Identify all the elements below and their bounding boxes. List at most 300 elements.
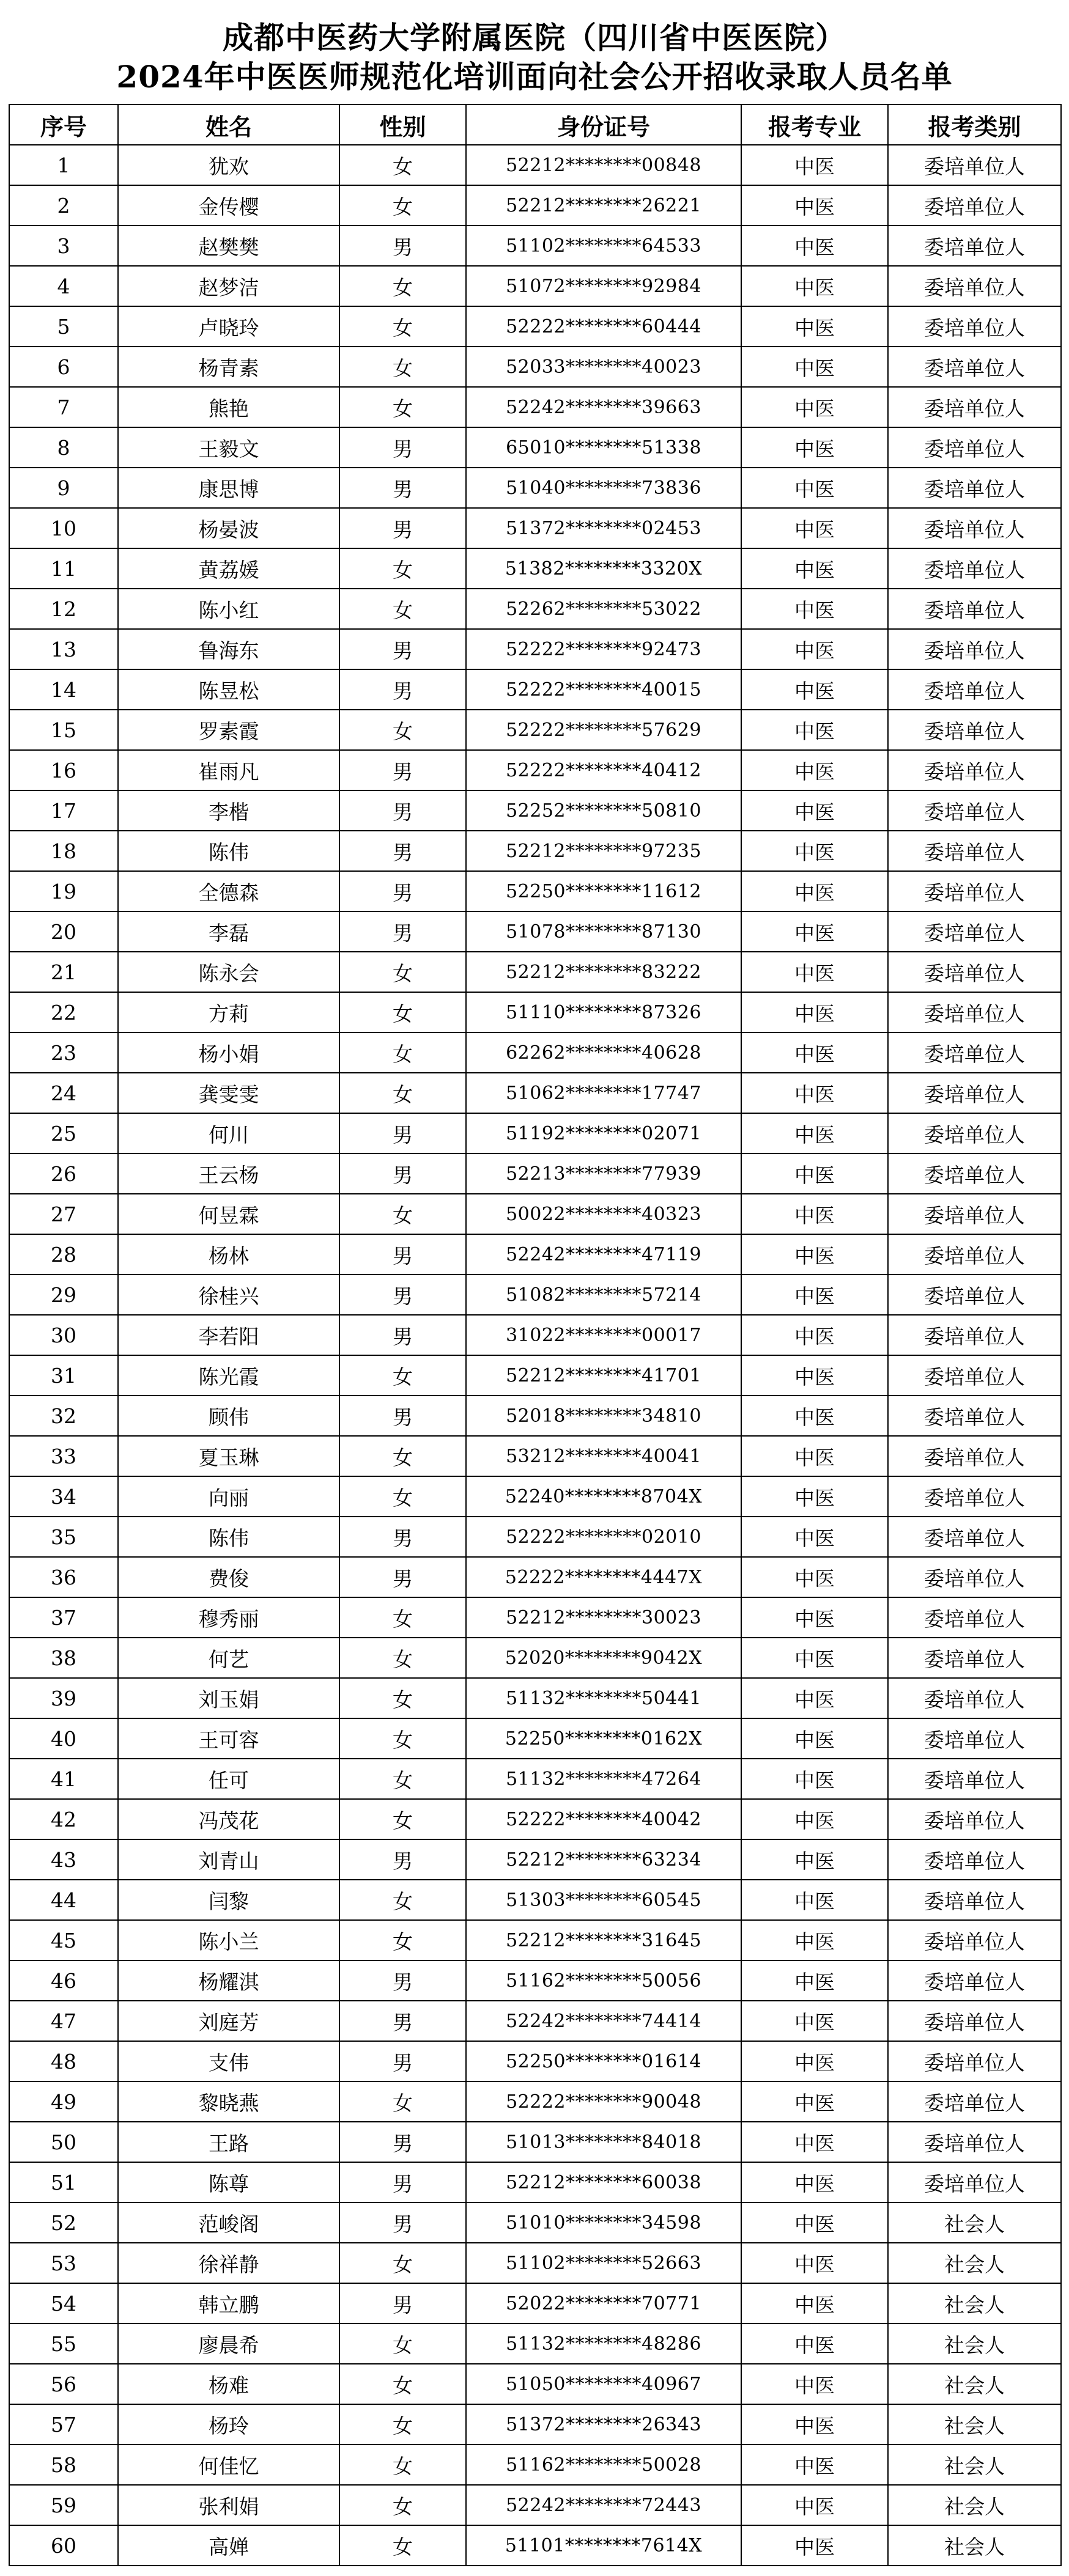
cell-major: 中医 <box>741 1073 888 1113</box>
cell-name: 何川 <box>118 1113 339 1154</box>
cell-id-number: 52222********57629 <box>466 710 741 750</box>
table-row <box>9 185 1061 226</box>
cell-category: 委培单位人 <box>888 1194 1061 1234</box>
table-row <box>9 508 1061 548</box>
cell-gender: 男 <box>339 2202 466 2243</box>
cell-name: 李磊 <box>118 911 339 952</box>
cell-major: 中医 <box>741 2324 888 2364</box>
cell-name: 王云杨 <box>118 1154 339 1194</box>
cell-category: 委培单位人 <box>888 710 1061 750</box>
cell-name: 穆秀丽 <box>118 1597 339 1638</box>
cell-serial-number: 57 <box>9 2404 118 2445</box>
cell-category: 委培单位人 <box>888 589 1061 629</box>
cell-name: 刘青山 <box>118 1839 339 1880</box>
cell-serial-number: 32 <box>9 1396 118 1436</box>
cell-gender: 女 <box>339 1718 466 1759</box>
title-line-2: 2024年中医医师规范化培训面向社会公开招收录取人员名单 <box>116 59 953 95</box>
table-header <box>9 105 1061 145</box>
table-row <box>9 266 1061 306</box>
cell-id-number: 51010********34598 <box>466 2202 741 2243</box>
table-row <box>9 1638 1061 1678</box>
cell-name: 方莉 <box>118 992 339 1032</box>
cell-name: 徐桂兴 <box>118 1275 339 1315</box>
cell-category: 委培单位人 <box>888 1234 1061 1275</box>
cell-category: 委培单位人 <box>888 1597 1061 1638</box>
cell-id-number: 52242********72443 <box>466 2485 741 2525</box>
table-row <box>9 2324 1061 2364</box>
cell-name: 李若阳 <box>118 1315 339 1355</box>
cell-major: 中医 <box>741 1154 888 1194</box>
cell-id-number: 65010********51338 <box>466 427 741 468</box>
cell-category: 委培单位人 <box>888 1154 1061 1194</box>
cell-gender: 女 <box>339 1597 466 1638</box>
cell-serial-number: 9 <box>9 468 118 508</box>
cell-name: 支伟 <box>118 2041 339 2081</box>
cell-serial-number: 21 <box>9 952 118 992</box>
cell-gender: 男 <box>339 427 466 468</box>
cell-category: 委培单位人 <box>888 1759 1061 1799</box>
cell-id-number: 51102********52663 <box>466 2243 741 2283</box>
cell-serial-number: 51 <box>9 2162 118 2202</box>
header-category: 报考类别 <box>888 105 1061 145</box>
cell-major: 中医 <box>741 468 888 508</box>
cell-serial-number: 5 <box>9 306 118 347</box>
cell-name: 费俊 <box>118 1557 339 1597</box>
cell-serial-number: 23 <box>9 1032 118 1073</box>
cell-id-number: 52033********40023 <box>466 347 741 387</box>
cell-id-number: 52242********39663 <box>466 387 741 427</box>
cell-serial-number: 27 <box>9 1194 118 1234</box>
cell-gender: 男 <box>339 1275 466 1315</box>
table-row <box>9 347 1061 387</box>
cell-gender: 女 <box>339 2324 466 2364</box>
cell-name: 徐祥静 <box>118 2243 339 2283</box>
cell-name: 向丽 <box>118 1476 339 1517</box>
cell-major: 中医 <box>741 992 888 1032</box>
cell-name: 廖晨希 <box>118 2324 339 2364</box>
table-row <box>9 2001 1061 2041</box>
cell-serial-number: 29 <box>9 1275 118 1315</box>
header-id-number: 身份证号 <box>466 105 741 145</box>
cell-name: 杨玲 <box>118 2404 339 2445</box>
cell-serial-number: 39 <box>9 1678 118 1718</box>
table-row <box>9 306 1061 347</box>
cell-serial-number: 12 <box>9 589 118 629</box>
cell-serial-number: 49 <box>9 2081 118 2122</box>
cell-category: 委培单位人 <box>888 266 1061 306</box>
cell-major: 中医 <box>741 2485 888 2525</box>
cell-name: 龚雯雯 <box>118 1073 339 1113</box>
cell-category: 委培单位人 <box>888 2122 1061 2162</box>
cell-major: 中医 <box>741 2445 888 2485</box>
cell-gender: 女 <box>339 548 466 589</box>
cell-major: 中医 <box>741 2243 888 2283</box>
table-row <box>9 629 1061 669</box>
cell-id-number: 53212********40041 <box>466 1436 741 1476</box>
cell-name: 熊艳 <box>118 387 339 427</box>
cell-category: 委培单位人 <box>888 2081 1061 2122</box>
table-row <box>9 1678 1061 1718</box>
cell-serial-number: 31 <box>9 1355 118 1396</box>
cell-gender: 女 <box>339 266 466 306</box>
cell-category: 委培单位人 <box>888 1476 1061 1517</box>
cell-name: 范峻阁 <box>118 2202 339 2243</box>
table-row <box>9 2122 1061 2162</box>
cell-serial-number: 11 <box>9 548 118 589</box>
table-row <box>9 992 1061 1032</box>
cell-category: 委培单位人 <box>888 2041 1061 2081</box>
cell-category: 社会人 <box>888 2324 1061 2364</box>
cell-id-number: 52020********9042X <box>466 1638 741 1678</box>
cell-gender: 女 <box>339 1194 466 1234</box>
title-line-1: 成都中医药大学附属医院（四川省中医医院） <box>223 20 846 56</box>
cell-id-number: 51078********87130 <box>466 911 741 952</box>
cell-name: 陈伟 <box>118 1517 339 1557</box>
cell-category: 委培单位人 <box>888 1799 1061 1839</box>
cell-id-number: 52240********8704X <box>466 1476 741 1517</box>
cell-id-number: 51082********57214 <box>466 1275 741 1315</box>
cell-serial-number: 45 <box>9 1920 118 1960</box>
header-gender: 性别 <box>339 105 466 145</box>
cell-gender: 男 <box>339 911 466 952</box>
cell-id-number: 52212********97235 <box>466 831 741 871</box>
cell-category: 委培单位人 <box>888 1113 1061 1154</box>
cell-serial-number: 44 <box>9 1880 118 1920</box>
table-row <box>9 548 1061 589</box>
cell-gender: 女 <box>339 992 466 1032</box>
cell-gender: 女 <box>339 2364 466 2404</box>
cell-major: 中医 <box>741 548 888 589</box>
cell-serial-number: 30 <box>9 1315 118 1355</box>
cell-name: 冯茂花 <box>118 1799 339 1839</box>
table-row <box>9 2525 1061 2566</box>
header-row <box>9 105 1061 145</box>
cell-category: 社会人 <box>888 2283 1061 2324</box>
cell-major: 中医 <box>741 2525 888 2566</box>
cell-id-number: 52022********70771 <box>466 2283 741 2324</box>
cell-gender: 女 <box>339 710 466 750</box>
cell-serial-number: 17 <box>9 790 118 831</box>
cell-gender: 女 <box>339 1355 466 1396</box>
cell-major: 中医 <box>741 508 888 548</box>
cell-major: 中医 <box>741 790 888 831</box>
cell-name: 何佳忆 <box>118 2445 339 2485</box>
cell-category: 委培单位人 <box>888 1315 1061 1355</box>
cell-gender: 男 <box>339 750 466 790</box>
table-row <box>9 831 1061 871</box>
cell-serial-number: 1 <box>9 145 118 185</box>
cell-major: 中医 <box>741 2122 888 2162</box>
cell-serial-number: 60 <box>9 2525 118 2566</box>
cell-serial-number: 37 <box>9 1597 118 1638</box>
cell-id-number: 52212********60038 <box>466 2162 741 2202</box>
cell-id-number: 51072********92984 <box>466 266 741 306</box>
cell-major: 中医 <box>741 1597 888 1638</box>
table-row <box>9 1194 1061 1234</box>
cell-name: 黎晓燕 <box>118 2081 339 2122</box>
cell-category: 委培单位人 <box>888 306 1061 347</box>
cell-serial-number: 50 <box>9 2122 118 2162</box>
cell-gender: 女 <box>339 1920 466 1960</box>
cell-category: 委培单位人 <box>888 1678 1061 1718</box>
cell-major: 中医 <box>741 1275 888 1315</box>
cell-gender: 女 <box>339 2243 466 2283</box>
cell-major: 中医 <box>741 1638 888 1678</box>
table-row <box>9 1436 1061 1476</box>
cell-major: 中医 <box>741 1315 888 1355</box>
cell-id-number: 52212********31645 <box>466 1920 741 1960</box>
table-row <box>9 2445 1061 2485</box>
cell-id-number: 52250********11612 <box>466 871 741 911</box>
cell-name: 何艺 <box>118 1638 339 1678</box>
cell-id-number: 52222********92473 <box>466 629 741 669</box>
cell-major: 中医 <box>741 2081 888 2122</box>
table-row <box>9 952 1061 992</box>
cell-serial-number: 33 <box>9 1436 118 1476</box>
cell-serial-number: 28 <box>9 1234 118 1275</box>
cell-gender: 男 <box>339 1315 466 1355</box>
cell-name: 罗素霞 <box>118 710 339 750</box>
cell-major: 中医 <box>741 1436 888 1476</box>
cell-serial-number: 10 <box>9 508 118 548</box>
cell-major: 中医 <box>741 1799 888 1839</box>
cell-gender: 男 <box>339 226 466 266</box>
cell-name: 陈永会 <box>118 952 339 992</box>
cell-category: 委培单位人 <box>888 790 1061 831</box>
cell-name: 刘庭芳 <box>118 2001 339 2041</box>
cell-category: 委培单位人 <box>888 427 1061 468</box>
cell-gender: 女 <box>339 306 466 347</box>
cell-gender: 女 <box>339 1759 466 1799</box>
cell-gender: 女 <box>339 1073 466 1113</box>
cell-id-number: 52212********63234 <box>466 1839 741 1880</box>
cell-serial-number: 14 <box>9 669 118 710</box>
cell-gender: 男 <box>339 2041 466 2081</box>
cell-gender: 女 <box>339 2485 466 2525</box>
cell-category: 委培单位人 <box>888 1638 1061 1678</box>
table-row <box>9 2364 1061 2404</box>
cell-name: 康思博 <box>118 468 339 508</box>
cell-name: 金传樱 <box>118 185 339 226</box>
cell-id-number: 51132********48286 <box>466 2324 741 2364</box>
cell-id-number: 52222********90048 <box>466 2081 741 2122</box>
cell-major: 中医 <box>741 1920 888 1960</box>
cell-category: 委培单位人 <box>888 952 1061 992</box>
cell-serial-number: 15 <box>9 710 118 750</box>
table-row <box>9 1476 1061 1517</box>
table-row <box>9 669 1061 710</box>
cell-major: 中医 <box>741 952 888 992</box>
cell-name: 黄荔媛 <box>118 548 339 589</box>
cell-category: 社会人 <box>888 2243 1061 2283</box>
cell-category: 委培单位人 <box>888 1275 1061 1315</box>
table-row <box>9 387 1061 427</box>
table-row <box>9 1799 1061 1839</box>
cell-category: 委培单位人 <box>888 831 1061 871</box>
cell-category: 委培单位人 <box>888 1880 1061 1920</box>
cell-id-number: 51382********3320X <box>466 548 741 589</box>
cell-serial-number: 22 <box>9 992 118 1032</box>
cell-major: 中医 <box>741 589 888 629</box>
cell-gender: 女 <box>339 387 466 427</box>
cell-serial-number: 26 <box>9 1154 118 1194</box>
cell-category: 委培单位人 <box>888 1355 1061 1396</box>
cell-category: 委培单位人 <box>888 508 1061 548</box>
cell-gender: 女 <box>339 2404 466 2445</box>
table-row <box>9 589 1061 629</box>
cell-id-number: 52212********26221 <box>466 185 741 226</box>
cell-name: 杨难 <box>118 2364 339 2404</box>
cell-major: 中医 <box>741 1718 888 1759</box>
document-title <box>0 18 1069 97</box>
cell-id-number: 51162********50028 <box>466 2445 741 2485</box>
cell-gender: 男 <box>339 508 466 548</box>
cell-category: 委培单位人 <box>888 669 1061 710</box>
cell-name: 王毅文 <box>118 427 339 468</box>
cell-name: 全德森 <box>118 871 339 911</box>
cell-gender: 女 <box>339 145 466 185</box>
table-body <box>9 145 1061 2566</box>
cell-major: 中医 <box>741 2162 888 2202</box>
cell-major: 中医 <box>741 2404 888 2445</box>
cell-gender: 女 <box>339 1799 466 1839</box>
cell-serial-number: 43 <box>9 1839 118 1880</box>
cell-serial-number: 46 <box>9 1960 118 2001</box>
cell-serial-number: 52 <box>9 2202 118 2243</box>
cell-category: 委培单位人 <box>888 145 1061 185</box>
cell-name: 刘玉娟 <box>118 1678 339 1718</box>
cell-name: 陈伟 <box>118 831 339 871</box>
cell-id-number: 51040********73836 <box>466 468 741 508</box>
cell-category: 委培单位人 <box>888 347 1061 387</box>
table-row <box>9 1880 1061 1920</box>
cell-category: 委培单位人 <box>888 387 1061 427</box>
cell-gender: 男 <box>339 468 466 508</box>
cell-serial-number: 19 <box>9 871 118 911</box>
cell-serial-number: 48 <box>9 2041 118 2081</box>
cell-serial-number: 6 <box>9 347 118 387</box>
cell-gender: 女 <box>339 1638 466 1678</box>
cell-name: 陈光霞 <box>118 1355 339 1396</box>
table-row <box>9 2485 1061 2525</box>
cell-name: 杨晏波 <box>118 508 339 548</box>
table-row <box>9 1396 1061 1436</box>
admission-roster-table <box>9 104 1062 2566</box>
cell-serial-number: 8 <box>9 427 118 468</box>
cell-id-number: 51162********50056 <box>466 1960 741 2001</box>
table-row <box>9 1032 1061 1073</box>
cell-gender: 女 <box>339 589 466 629</box>
cell-category: 委培单位人 <box>888 911 1061 952</box>
table-row <box>9 1517 1061 1557</box>
cell-category: 委培单位人 <box>888 1032 1061 1073</box>
cell-major: 中医 <box>741 2283 888 2324</box>
cell-category: 社会人 <box>888 2445 1061 2485</box>
cell-id-number: 51303********60545 <box>466 1880 741 1920</box>
cell-major: 中医 <box>741 1678 888 1718</box>
cell-major: 中医 <box>741 1557 888 1597</box>
cell-major: 中医 <box>741 1839 888 1880</box>
cell-category: 委培单位人 <box>888 1517 1061 1557</box>
table-row <box>9 1557 1061 1597</box>
cell-id-number: 52252********50810 <box>466 790 741 831</box>
cell-category: 社会人 <box>888 2202 1061 2243</box>
cell-category: 委培单位人 <box>888 1557 1061 1597</box>
cell-id-number: 51372********26343 <box>466 2404 741 2445</box>
cell-gender: 男 <box>339 629 466 669</box>
cell-gender: 男 <box>339 1517 466 1557</box>
cell-category: 委培单位人 <box>888 2001 1061 2041</box>
cell-serial-number: 20 <box>9 911 118 952</box>
cell-gender: 男 <box>339 1113 466 1154</box>
cell-category: 委培单位人 <box>888 992 1061 1032</box>
cell-serial-number: 59 <box>9 2485 118 2525</box>
cell-category: 委培单位人 <box>888 2162 1061 2202</box>
cell-gender: 男 <box>339 1960 466 2001</box>
cell-major: 中医 <box>741 2001 888 2041</box>
table-row <box>9 710 1061 750</box>
cell-gender: 男 <box>339 1154 466 1194</box>
cell-name: 高婵 <box>118 2525 339 2566</box>
cell-id-number: 51062********17747 <box>466 1073 741 1113</box>
cell-id-number: 52212********41701 <box>466 1355 741 1396</box>
cell-gender: 男 <box>339 1557 466 1597</box>
cell-gender: 男 <box>339 1839 466 1880</box>
cell-major: 中医 <box>741 306 888 347</box>
cell-major: 中医 <box>741 831 888 871</box>
cell-name: 赵梦洁 <box>118 266 339 306</box>
table-row <box>9 2202 1061 2243</box>
cell-name: 陈小红 <box>118 589 339 629</box>
table-row <box>9 750 1061 790</box>
cell-id-number: 51102********64533 <box>466 226 741 266</box>
cell-gender: 女 <box>339 1436 466 1476</box>
cell-major: 中医 <box>741 1234 888 1275</box>
cell-major: 中医 <box>741 871 888 911</box>
cell-serial-number: 55 <box>9 2324 118 2364</box>
cell-gender: 男 <box>339 871 466 911</box>
cell-name: 闫黎 <box>118 1880 339 1920</box>
cell-id-number: 52222********40015 <box>466 669 741 710</box>
cell-gender: 男 <box>339 669 466 710</box>
cell-name: 杨林 <box>118 1234 339 1275</box>
cell-gender: 女 <box>339 1032 466 1073</box>
cell-serial-number: 13 <box>9 629 118 669</box>
cell-category: 社会人 <box>888 2525 1061 2566</box>
cell-name: 何昱霖 <box>118 1194 339 1234</box>
cell-serial-number: 47 <box>9 2001 118 2041</box>
cell-id-number: 51101********7614X <box>466 2525 741 2566</box>
table-row <box>9 145 1061 185</box>
table-row <box>9 1355 1061 1396</box>
cell-serial-number: 58 <box>9 2445 118 2485</box>
cell-gender: 女 <box>339 952 466 992</box>
table-row <box>9 1073 1061 1113</box>
cell-id-number: 52222********4447X <box>466 1557 741 1597</box>
cell-major: 中医 <box>741 1032 888 1073</box>
cell-major: 中医 <box>741 669 888 710</box>
cell-id-number: 51192********02071 <box>466 1113 741 1154</box>
cell-gender: 女 <box>339 1678 466 1718</box>
cell-id-number: 31022********00017 <box>466 1315 741 1355</box>
cell-category: 委培单位人 <box>888 548 1061 589</box>
cell-name: 赵樊樊 <box>118 226 339 266</box>
cell-id-number: 52250********0162X <box>466 1718 741 1759</box>
cell-category: 委培单位人 <box>888 1960 1061 2001</box>
cell-serial-number: 7 <box>9 387 118 427</box>
table-row <box>9 427 1061 468</box>
cell-major: 中医 <box>741 1517 888 1557</box>
